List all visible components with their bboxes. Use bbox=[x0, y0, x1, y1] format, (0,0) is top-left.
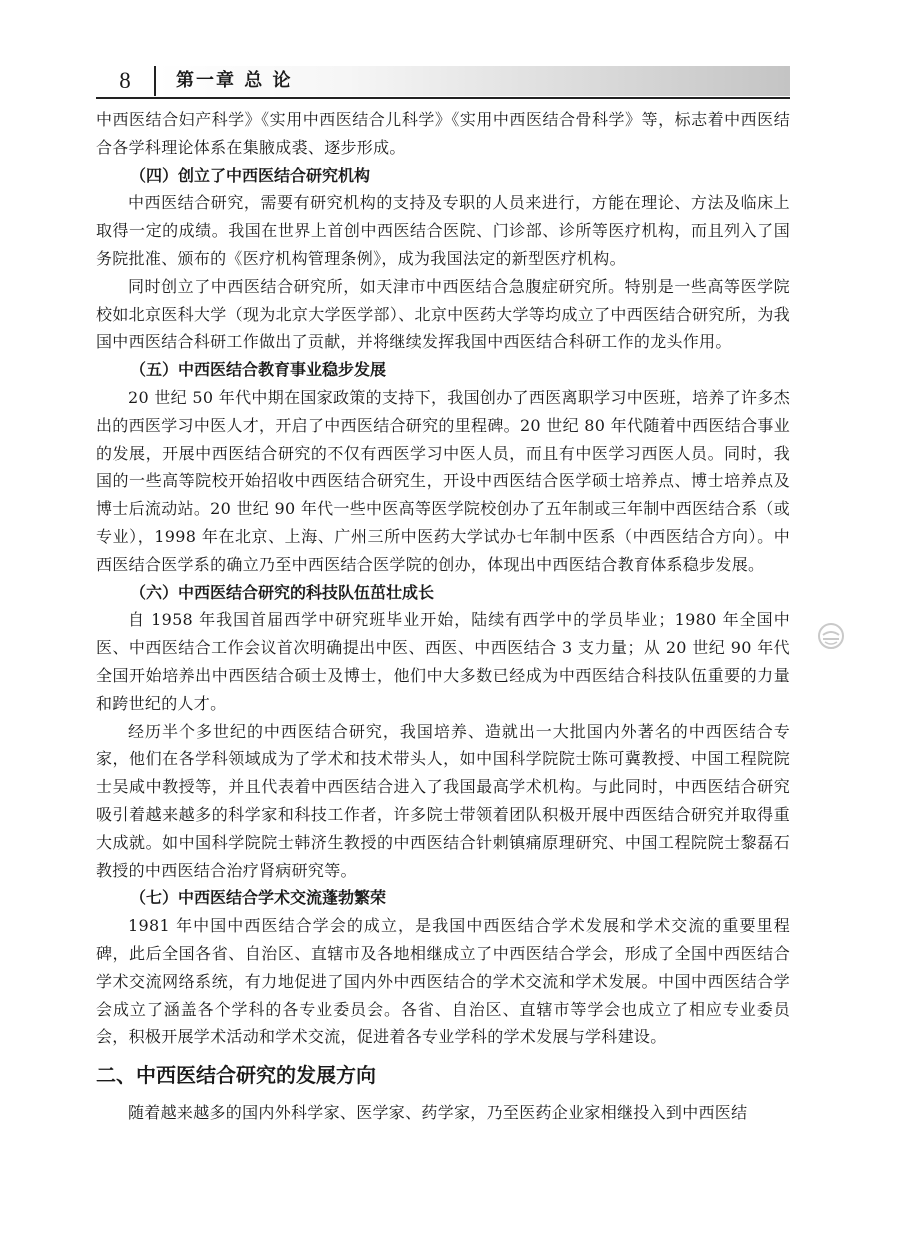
section-4-paragraph-2: 同时创立了中西医结合研究所，如天津市中西医结合急腹症研究所。特别是一些高等医学院校如北京医科大学（现为北京大学医学部）、北京中医药大学等均成立了中西医结合研究所，为我国中西医结合科研工作做出了贡献，并将继续发挥我国中西医结合科研工作的龙头作用。 bbox=[96, 276, 790, 352]
section-4-paragraph-1: 中西医结合研究，需要有研究机构的支持及专职的人员来进行，方能在理论、方法及临床上取得一定的成绩。我国在世界上首创中西医结合医院、门诊部、诊所等医疗机构，而且列入了国务院批准、颁布的《医疗机构管理条例》，成为我国法定的新型医疗机构。 bbox=[96, 193, 790, 268]
section-7-title: （七）中西医结合学术交流蓬勃繁荣 bbox=[130, 888, 387, 908]
section-2-heading: 二、中西医结合研究的发展方向 bbox=[96, 1063, 376, 1088]
section-6-paragraph-1: 自 1958 年我国首届西学中研究班毕业开始，陆续有西学中的学员毕业；1980 年全国中医、中西医结合工作会议首次明确提出中医、西医、中西医结合 3 支力量；从 20 世纪 90 年代全国开始培养出中西医结合硕士及博士，他们中大多数已经成为中西医结合科技队伍重要的力量和跨世纪的人才。 bbox=[96, 610, 790, 713]
page-number: 8 bbox=[96, 66, 156, 96]
publisher-logo-icon bbox=[816, 621, 846, 651]
chapter-title: 第一章 总 论 bbox=[176, 70, 293, 91]
section-4-title: （四）创立了中西医结合研究机构 bbox=[130, 165, 371, 185]
section-5-title: （五）中西医结合教育事业稳步发展 bbox=[130, 360, 387, 380]
section-6-title: （六）中西医结合研究的科技队伍茁壮成长 bbox=[130, 582, 435, 602]
chapter-band bbox=[156, 66, 790, 96]
section-7-paragraph-1: 1981 年中国中西医结合学会的成立，是我国中西医结合学术发展和学术交流的重要里程碑，此后全国各省、自治区、直辖市及各地相继成立了中西医结合学会，形成了全国中西医结合学术交流网络系统，有力地促进了国内外中西医结合的学术交流和学术发展。中国中西医结合学会成立了涵盖各个学科的各专业委员会。各省、自治区、直辖市等学会也成立了相应专业委员会，积极开展学术活动和学术交流，促进着各专业学科的学术发展与学科建设。 bbox=[96, 916, 790, 1047]
section-6-paragraph-2: 经历半个多世纪的中西医结合研究，我国培养、造就出一大批国内外著名的中西医结合专家，他们在各学科领域成为了学术和技术带头人，如中国科学院院士陈可冀教授、中国工程院院士吴咸中教授等，并且代表着中西医结合进入了我国最高学术机构。与此同时，中西医结合研究吸引着越来越多的科学家和科技工作者，许多院士带领着团队积极开展中西医结合研究并取得重大成就。如中国科学院院士韩济生教授的中西医结合针刺镇痛原理研究、中国工程院院士黎磊石教授的中西医结合治疗肾病研究等。 bbox=[96, 721, 790, 880]
intro-paragraph: 中西医结合妇产科学》《实用中西医结合儿科学》《实用中西医结合骨科学》等，标志着中西医结合各学科理论体系在集腋成裘、逐步形成。 bbox=[96, 110, 790, 157]
section-2-paragraph-1: 随着越来越多的国内外科学家、医学家、药学家，乃至医药企业家相继投入到中西医结 bbox=[128, 1103, 748, 1123]
page-body bbox=[96, 106, 790, 1127]
page-header bbox=[96, 66, 790, 96]
header-rule bbox=[96, 97, 790, 99]
section-5-paragraph-1: 20 世纪 50 年代中期在国家政策的支持下，我国创办了西医离职学习中医班，培养了许多杰出的西医学习中医人才，开启了中西医结合研究的里程碑。20 世纪 80 年代随着中西医结合事业的发展，开展中西医结合研究的不仅有西医学习中医人员，而且有中医学习西医人员。同时，我国的一些高等院校开始招收中西医结合研究生，开设中西医结合医学硕士培养点、博士培养点及博士后流动站。20 世纪 90 年代一些中医高等医学院校创办了五年制或三年制中西医结合系（或专业），1998 年在北京、上海、广州三所中医药大学试办七年制中医系（中西医结合方向）。中西医结合医学系的确立乃至中西医结合医学院的创办，体现出中西医结合教育体系稳步发展。 bbox=[96, 387, 790, 574]
